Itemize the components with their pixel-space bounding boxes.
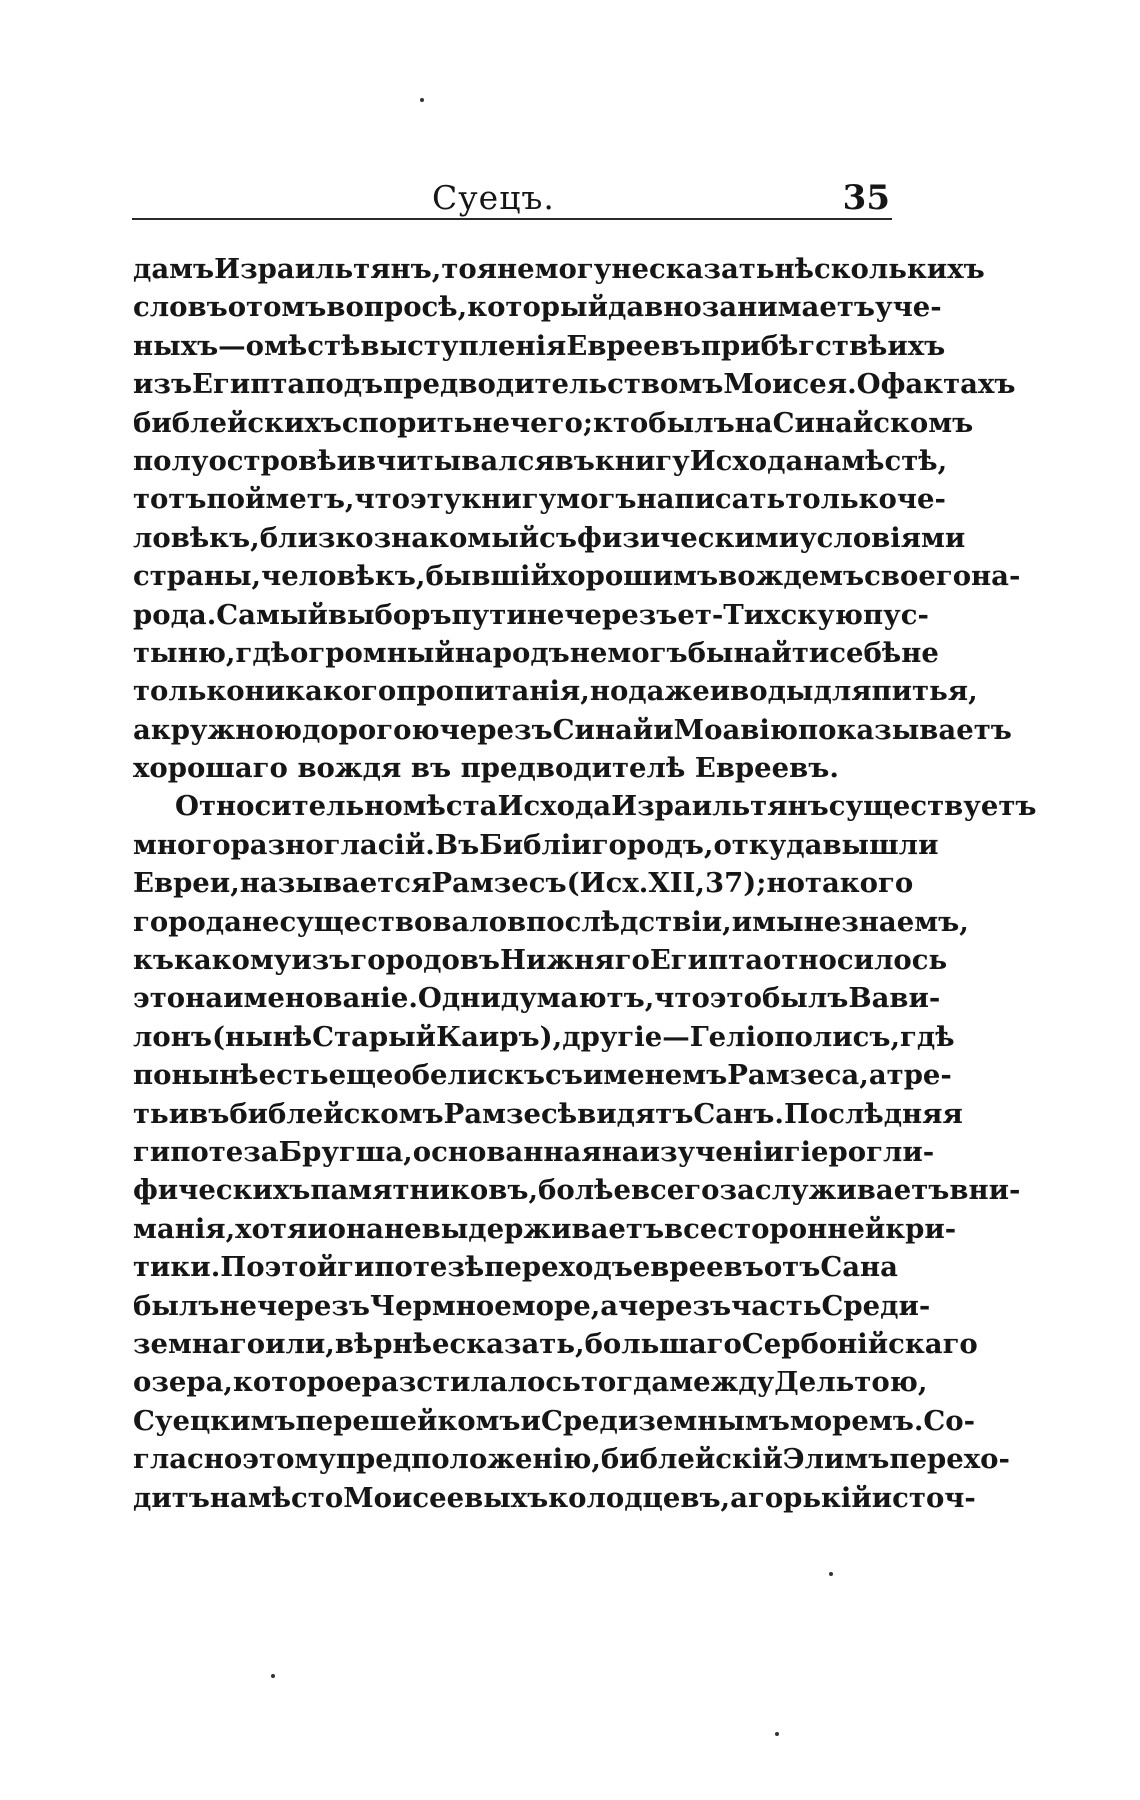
word: предводительствомъ [383, 368, 724, 401]
word: а [868, 1059, 887, 1092]
word: то [441, 253, 477, 285]
word: этому [242, 1443, 336, 1476]
text-line [133, 1133, 935, 1171]
word: Рамзесъ [431, 867, 567, 900]
text-line [133, 941, 948, 979]
word: я [476, 253, 498, 285]
word: пойметъ, [206, 483, 355, 516]
word: че- [896, 483, 946, 516]
word: народъ [454, 636, 570, 669]
word: на [209, 1481, 248, 1514]
word: манія, [133, 1212, 236, 1245]
word: тогда [580, 1366, 670, 1399]
word: между [669, 1366, 775, 1399]
word: вышли [822, 828, 939, 861]
word: гдѣ [900, 1020, 955, 1053]
word: книгу [594, 444, 690, 477]
word: памятниковъ, [310, 1174, 539, 1207]
page-header [130, 178, 890, 218]
word: еще [328, 1059, 394, 1092]
word: моремъ. [789, 1404, 924, 1437]
word: Суецкимъ [133, 1404, 296, 1437]
word: а [600, 1289, 619, 1322]
word: другіе—Геліополисъ, [562, 1020, 901, 1053]
word: Евреевъ [566, 329, 701, 362]
word: въ [189, 1097, 230, 1130]
word: знаемъ, [841, 905, 969, 938]
word: XII, [648, 867, 705, 900]
word: колодцевъ, [548, 1481, 731, 1514]
word: своего [864, 560, 972, 593]
word: съ [545, 1059, 583, 1092]
word: наименованіе. [185, 982, 418, 1015]
word: найти [733, 636, 830, 669]
word: заслуживаетъ [719, 1174, 950, 1207]
word: при [700, 329, 761, 362]
word: По [220, 1251, 265, 1284]
word: могъ [556, 483, 637, 516]
word: который [467, 291, 608, 324]
word: вѣрнѣе [334, 1327, 450, 1360]
word: фактахъ [880, 368, 1016, 401]
word: (Исх. [566, 867, 649, 900]
word: не [526, 598, 565, 631]
word: Послѣдняя [783, 1097, 963, 1130]
text-line [133, 365, 1016, 403]
word: бы [687, 636, 734, 669]
word: уче- [874, 291, 942, 324]
word: относилось [763, 944, 948, 977]
print-speck [271, 1674, 275, 1678]
word: библейскомъ [229, 1097, 444, 1130]
word: никакого [244, 675, 397, 708]
text-line [133, 557, 1021, 595]
word: но [589, 675, 629, 708]
word: Каиръ), [436, 1020, 563, 1053]
word: словъ [133, 291, 228, 324]
text-line [133, 1210, 957, 1248]
print-speck [829, 1572, 833, 1576]
word: условіями [799, 521, 966, 554]
word: часть [731, 1289, 822, 1322]
word: фическихъ [133, 1174, 311, 1207]
text-line [133, 826, 939, 864]
word: и [731, 905, 753, 938]
word: переходъ [484, 1251, 633, 1284]
word: основанная [412, 1135, 602, 1168]
word: (нынѣ [211, 1020, 313, 1053]
word: и [307, 1212, 328, 1245]
word: въ [554, 444, 595, 477]
word: могу [534, 253, 612, 285]
word: есть [258, 1059, 329, 1092]
word: не [901, 636, 939, 669]
word: что [354, 483, 411, 516]
word: физическими [577, 521, 800, 554]
word: Рамзесѣ [443, 1097, 578, 1130]
text-line [133, 480, 946, 518]
word: Исхода [689, 444, 804, 477]
word: пус- [862, 598, 929, 631]
word: этой [264, 1251, 338, 1284]
running-title: Суецъ. [432, 178, 555, 217]
word: на [803, 444, 842, 477]
word: Чермное [370, 1289, 512, 1322]
word: думаютъ, [500, 982, 655, 1015]
word: нечего; [472, 406, 594, 439]
body-text [133, 250, 1037, 1517]
word: дамъ [133, 253, 215, 285]
word: и [653, 713, 674, 746]
word: она [327, 1212, 384, 1245]
word: много [133, 828, 231, 861]
text-line [133, 1018, 955, 1056]
word: но [766, 867, 805, 900]
word: Израильтянъ [611, 790, 829, 823]
word: выборъ [327, 598, 452, 631]
word: Вави- [848, 982, 941, 1015]
word: тьи [133, 1097, 190, 1130]
text-line [133, 288, 942, 326]
text-line [133, 903, 969, 941]
word: гипотезѣ [337, 1251, 485, 1284]
word: море, [511, 1289, 601, 1322]
text-line [133, 1363, 928, 1401]
word: Исхода [497, 790, 612, 823]
word: тики. [133, 1251, 221, 1284]
word: ет-Тихскую [677, 598, 863, 631]
text-line [133, 634, 939, 672]
word: кто [593, 406, 649, 439]
word: откуда [713, 828, 823, 861]
word: былъ [761, 982, 849, 1015]
word: мѣстѣ, [841, 444, 948, 477]
word: полуостровѣ [133, 444, 337, 477]
word: Нижняго [500, 944, 650, 977]
word: Со- [923, 1404, 976, 1437]
word: только [133, 675, 245, 708]
word: ныхъ—о [133, 329, 265, 362]
word: ихъ [887, 329, 946, 362]
word: не [497, 253, 535, 285]
word: лонъ [133, 1020, 212, 1053]
word: Израильтянъ, [214, 253, 442, 285]
word: и [709, 675, 731, 708]
word: Евреи, [133, 867, 240, 900]
word: перехо- [889, 1443, 1010, 1476]
word: на [734, 406, 773, 439]
word: гипотеза [133, 1135, 279, 1168]
word: тре- [886, 1059, 952, 1092]
word: къ [133, 944, 174, 977]
word: вчитывался [357, 444, 555, 477]
word: не [383, 1212, 422, 1245]
text-line: хорошаго вождя въ предводителѣ Евреевъ. [133, 752, 839, 785]
word: не [611, 253, 649, 285]
text-line [133, 596, 929, 634]
word: а [133, 713, 151, 746]
word: не [241, 905, 280, 938]
word: черезъ [564, 598, 678, 631]
word: подъ [305, 368, 384, 401]
word: выдерживаетъ [421, 1212, 665, 1245]
header-rule [132, 218, 892, 220]
word: земнаго [133, 1327, 266, 1360]
text-line [133, 1171, 1021, 1209]
word: Въ [434, 828, 480, 861]
word: для [813, 675, 872, 708]
word: гдѣ [235, 636, 291, 669]
word: именемъ [582, 1059, 728, 1092]
word: Относительно [175, 790, 403, 823]
word: даже [628, 675, 710, 708]
word: мы [752, 905, 804, 938]
text-line [133, 404, 974, 442]
text-line [133, 1056, 952, 1094]
word: такого [804, 867, 914, 900]
word: впослѣдствіи, [507, 905, 732, 938]
text-line [133, 1248, 898, 1286]
text-line [133, 672, 978, 710]
word: рода. [133, 598, 217, 631]
word: спорить [341, 406, 473, 439]
print-speck [775, 1732, 779, 1736]
word: дорогою [301, 713, 440, 746]
word: изученіи [639, 1135, 784, 1168]
word: пути [451, 598, 527, 631]
word: Сербонійскаго [741, 1327, 978, 1360]
word: Санъ. [693, 1097, 784, 1130]
word: давно [608, 291, 702, 324]
word: только [785, 483, 897, 516]
word: Моавію [673, 713, 799, 746]
word: и [520, 1404, 541, 1437]
word: это [133, 982, 186, 1015]
word: отъ [763, 1251, 821, 1284]
word: болѣе [538, 1174, 631, 1207]
word: евреевъ [632, 1251, 764, 1284]
word: горькій [747, 1481, 872, 1514]
word: питья, [871, 675, 978, 708]
word: Рамзеса, [727, 1059, 869, 1092]
word: тыню, [133, 636, 236, 669]
word: гіерогли- [783, 1135, 935, 1168]
word: Моисеевыхъ [343, 1481, 549, 1514]
word: это [709, 982, 762, 1015]
word: городъ, [591, 828, 714, 861]
word: кри- [885, 1212, 957, 1245]
word: всего [630, 1174, 720, 1207]
word: городовъ [350, 944, 501, 977]
word: человѣкъ, [261, 560, 426, 593]
word: не [219, 1289, 258, 1322]
word: сказать [648, 253, 775, 285]
word: не [803, 905, 842, 938]
word: 37); [705, 867, 767, 900]
word: Дельтою, [774, 1366, 928, 1399]
word: тотъ [133, 483, 207, 516]
word: выступленія [360, 329, 567, 362]
text-line [133, 864, 914, 902]
word: а [730, 1481, 748, 1514]
text-line [133, 979, 941, 1017]
word: что [654, 982, 710, 1015]
word: и [336, 444, 358, 477]
text-line [133, 1095, 963, 1133]
word: могъ [607, 636, 688, 669]
word: вопросѣ, [326, 291, 468, 324]
word: Среди- [821, 1289, 931, 1322]
word: черезъ [439, 713, 553, 746]
word: разногласій. [230, 828, 435, 861]
word: мѣстѣ [264, 329, 361, 362]
word: занимаетъ [701, 291, 875, 324]
word: кружною [150, 713, 302, 746]
word: Бругша, [278, 1135, 413, 1168]
text-line [133, 711, 1012, 749]
word: или, [265, 1327, 335, 1360]
text-line [133, 519, 966, 557]
word: на- [971, 560, 1021, 593]
text-line [133, 1479, 976, 1517]
word: Синай [552, 713, 654, 746]
print-speck [420, 98, 424, 102]
word: Синайскомъ [772, 406, 974, 439]
word: Египта [192, 368, 306, 401]
text-line [133, 787, 1037, 825]
word: какому [173, 944, 292, 977]
word: вни- [949, 1174, 1021, 1207]
word: изъ [133, 368, 193, 401]
word: Самый [216, 598, 328, 631]
word: бывшій [425, 560, 551, 593]
word: о [227, 291, 247, 324]
word: написать [636, 483, 786, 516]
word: страны, [133, 560, 262, 593]
word: вождемъ [718, 560, 865, 593]
word: былъ [648, 406, 735, 439]
word: пропитанія, [396, 675, 590, 708]
word: воды [730, 675, 814, 708]
word: томъ [246, 291, 327, 324]
text-line [133, 327, 946, 365]
word: всесторонней [664, 1212, 886, 1245]
word: сказать, [449, 1327, 585, 1360]
word: на [601, 1135, 640, 1168]
word: видятъ [577, 1097, 694, 1130]
word: Элимъ [782, 1443, 890, 1476]
word: Старый [312, 1020, 437, 1053]
word: хорошимъ [550, 560, 719, 593]
word: гласно [133, 1443, 243, 1476]
word: эту [410, 483, 462, 516]
word: большаго [584, 1327, 742, 1360]
word: существуетъ [828, 790, 1037, 823]
word: мѣсто [247, 1481, 344, 1514]
word: огромный [290, 636, 455, 669]
word: Сана [820, 1251, 898, 1284]
word: которое [233, 1366, 362, 1399]
word: съ [539, 521, 578, 554]
text-line [133, 1287, 931, 1325]
word: не [569, 636, 608, 669]
word: книгу [461, 483, 557, 516]
word: былъ [133, 1289, 220, 1322]
text-line [133, 1440, 1010, 1478]
word: Моисея. [723, 368, 857, 401]
word: понынѣ [133, 1059, 259, 1092]
word: изъ [291, 944, 351, 977]
word: источ- [871, 1481, 976, 1514]
word: мѣста [402, 790, 498, 823]
word: библейскій [600, 1443, 783, 1476]
text-line [133, 1325, 978, 1363]
word: показываетъ [798, 713, 1012, 746]
word: Средиземнымъ [540, 1404, 790, 1437]
word: библейскихъ [133, 406, 342, 439]
word: Библіи [479, 828, 592, 861]
text-line [133, 442, 948, 480]
word: черезъ [618, 1289, 732, 1322]
word: дитъ [133, 1481, 210, 1514]
word: близко [259, 521, 374, 554]
word: ловѣкъ, [133, 521, 260, 554]
word: города [133, 905, 242, 938]
word: знакомый [373, 521, 540, 554]
word: называется [239, 867, 432, 900]
word: Египта [649, 944, 764, 977]
word: разстилалось [361, 1366, 581, 1399]
word: перешейкомъ [295, 1404, 521, 1437]
word: нѣсколькихъ [774, 253, 985, 285]
word: черезъ [257, 1289, 371, 1322]
word: озера, [133, 1366, 234, 1399]
word: себѣ [829, 636, 902, 669]
word: Одни [417, 982, 501, 1015]
word: бѣгствѣ [760, 329, 888, 362]
word: предположенію, [335, 1443, 601, 1476]
word: обелискъ [393, 1059, 546, 1092]
word: существовало [279, 905, 508, 938]
word: О [856, 368, 881, 401]
text-line [133, 250, 985, 288]
word: хотя [235, 1212, 308, 1245]
text-line [133, 1402, 976, 1440]
page-number: 35 [842, 178, 890, 218]
